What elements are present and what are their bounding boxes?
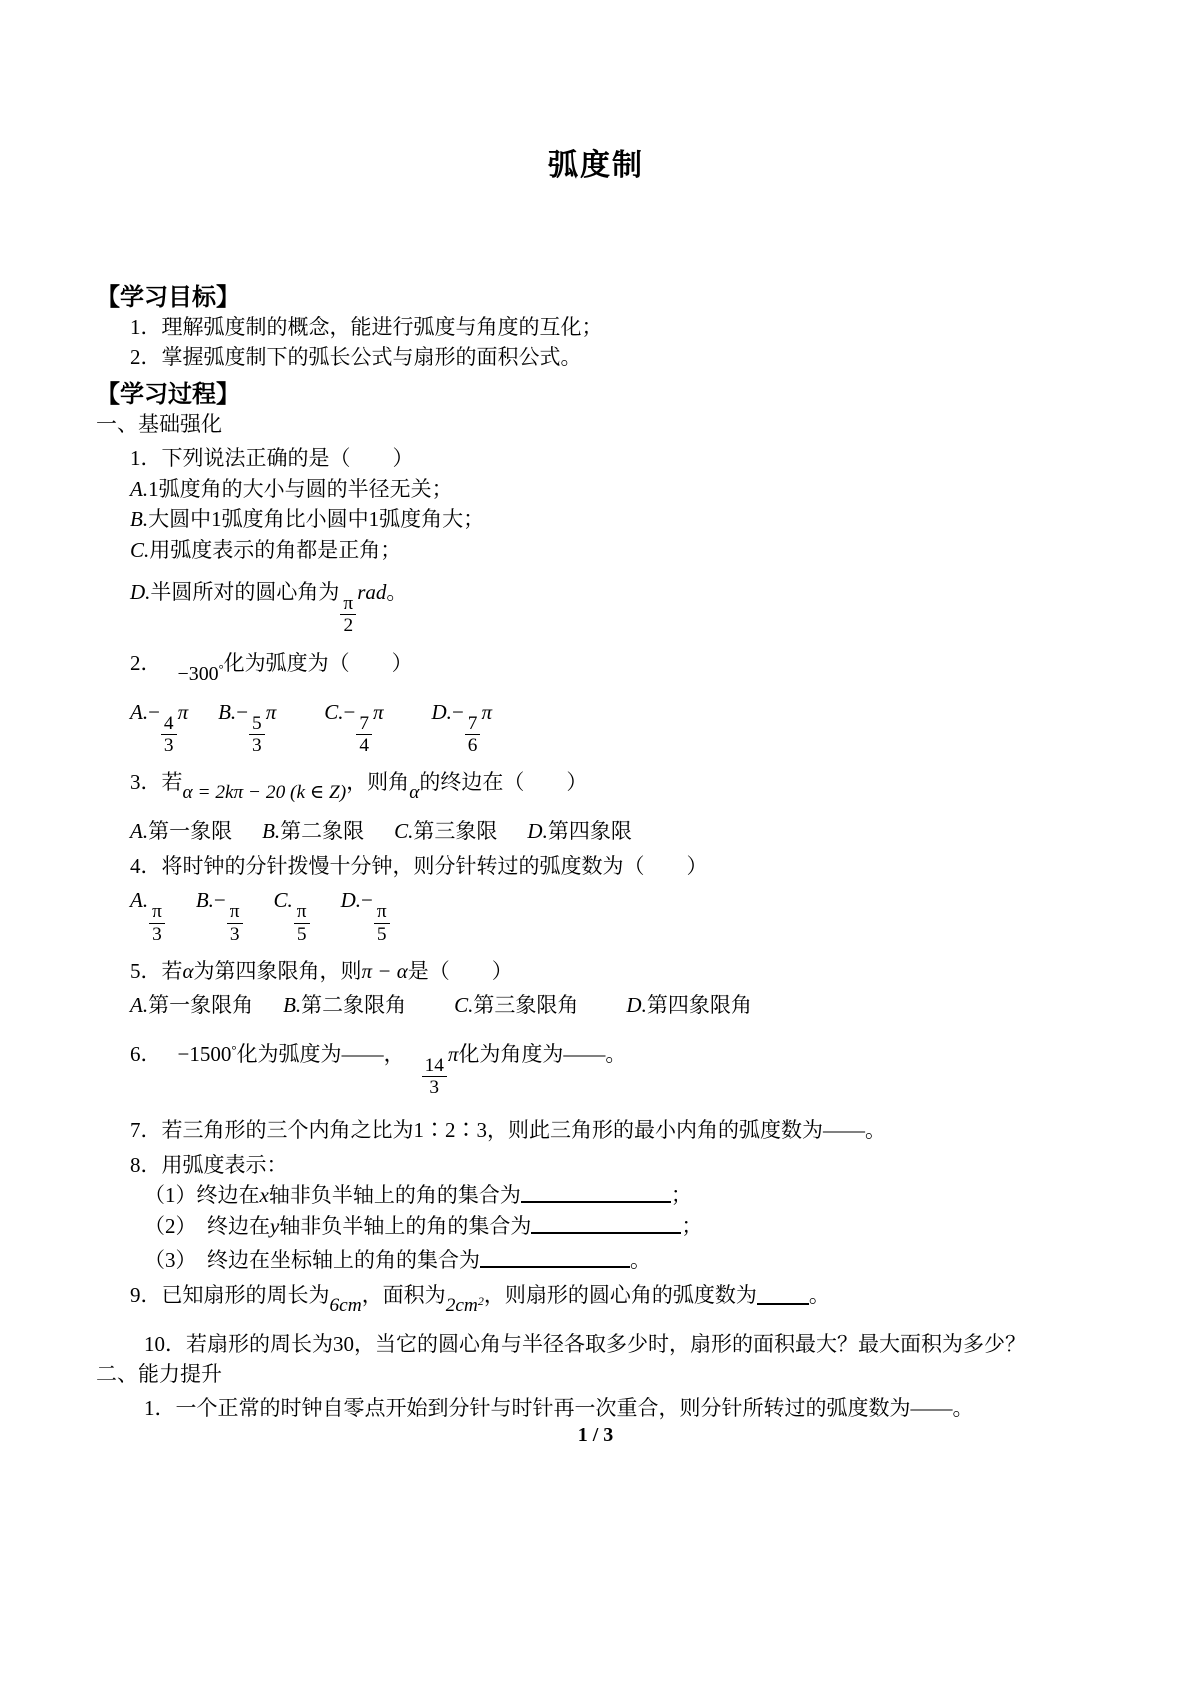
fraction-numerator: 7 [465, 714, 481, 735]
option-label: D. [626, 993, 647, 1018]
option-text: 半圆所对的圆心角为 [150, 580, 340, 605]
question-7 [130, 1115, 1096, 1145]
question-6 [130, 1039, 1096, 1098]
option-label: D. [340, 888, 361, 913]
fraction-numerator: π [294, 902, 310, 923]
question-8-item-3 [144, 1245, 1096, 1275]
question-4-options [130, 885, 1096, 944]
fraction [374, 902, 390, 944]
part2-question-1-end: 。 [952, 1396, 974, 1421]
fraction-numerator: 4 [161, 714, 177, 735]
item-end: ； [670, 1183, 692, 1208]
option-label: A. [130, 993, 149, 1018]
pi-symbol: π [177, 699, 189, 724]
part2-question-1 [144, 1393, 1096, 1423]
fraction-denominator: 4 [359, 734, 369, 756]
fraction-denominator: 2 [343, 615, 354, 637]
pi-symbol: π [447, 1041, 459, 1066]
question-3-expression: α = 2kπ − 20 (k ∈ Z) [182, 782, 347, 804]
ratio-value: 1∶2∶3 [413, 1118, 487, 1143]
option-label: A. [130, 819, 149, 844]
question-10-post: ，当它的圆心角与半径各取多少时，扇形的面积最大？最大面积为多少？ [354, 1331, 1026, 1356]
option-label: A. [130, 476, 149, 501]
option-text: 第二象限角 [301, 993, 407, 1018]
option-text: 第一象限角 [148, 993, 254, 1018]
option-text: 1弧度角的大小与圆的半径无关； [148, 476, 453, 501]
fraction-denominator: 5 [296, 923, 307, 945]
question-5-mid: 为第四象限角，则 [193, 958, 362, 983]
subsection-heading-part2: 二、能力提升 [96, 1361, 222, 1386]
answer-blank[interactable]: —— [341, 1041, 384, 1066]
value-text: −1500 [177, 1041, 232, 1066]
fraction [249, 714, 265, 756]
item-label: （1） [144, 1183, 197, 1208]
pi-symbol: π [265, 699, 277, 724]
question-4-stem: 4．将时钟的分针拨慢十分钟，则分针转过的弧度数为（ ） [130, 853, 708, 878]
question-3-options [130, 816, 1096, 846]
option-sign: − [236, 699, 249, 724]
page-number: 1 / 3 [577, 1424, 614, 1446]
option-label: A. [130, 699, 149, 724]
section-heading-goals: 【学习目标】 [96, 282, 240, 311]
option-sign: − [451, 699, 464, 724]
pi-symbol: π [372, 699, 384, 724]
fraction [149, 902, 165, 944]
option-label: B. [262, 819, 281, 844]
pi-symbol: π [481, 699, 492, 724]
fraction-numerator: 14 [422, 1056, 447, 1077]
item-pre: 终边在坐标轴上的角的集合为 [186, 1248, 480, 1273]
item-label: （2） [144, 1213, 186, 1238]
option-text: 第二象限 [280, 819, 365, 844]
option-label: C. [130, 537, 150, 562]
option-label: D. [527, 819, 548, 844]
option-label: C. [454, 993, 474, 1018]
question-number: 6． [130, 1041, 162, 1066]
option-label: C. [324, 699, 344, 724]
question-number: 2． [130, 650, 162, 675]
option-sign: − [343, 699, 356, 724]
option-sign: − [360, 888, 373, 913]
goal-item-1: 1．理解弧度制的概念，能进行弧度与角度的互化； [130, 315, 603, 339]
question-number: 5．若 [130, 958, 183, 983]
fraction-denominator: 3 [252, 734, 262, 756]
fraction [465, 714, 481, 756]
question-7-mid: ，则此三角形的最小内角的弧度数为 [487, 1118, 823, 1143]
value-text: 2cm [445, 1294, 478, 1316]
fraction-numerator: π [149, 902, 165, 923]
fraction-numerator: 7 [356, 714, 372, 735]
option-sign: − [213, 888, 226, 913]
fraction-numerator: π [340, 594, 356, 615]
item-pre: 终边在 [186, 1213, 270, 1238]
answer-blank[interactable] [531, 1216, 681, 1234]
question-9-mid: ，面积为 [361, 1282, 446, 1307]
fraction [294, 902, 310, 944]
question-8-stem: 8．用弧度表示： [130, 1152, 288, 1177]
question-number: 3．若 [130, 770, 183, 795]
option-label: D. [130, 580, 151, 605]
answer-blank[interactable]: —— [563, 1041, 606, 1066]
fraction-denominator: 5 [376, 923, 387, 945]
option-label: B. [195, 888, 214, 913]
degree-symbol: ° [231, 1041, 237, 1057]
answer-blank[interactable] [757, 1287, 809, 1304]
question-6-comma: ， [383, 1041, 405, 1066]
exponent: 2 [477, 1293, 484, 1308]
fraction-14-over-3 [422, 1056, 447, 1098]
fraction-numerator: 5 [249, 714, 265, 735]
question-2-options [130, 697, 1096, 756]
fraction-denominator: 3 [229, 923, 240, 945]
option-text: 第三象限 [413, 819, 498, 844]
subsection-heading-part1: 一、基础强化 [96, 411, 222, 436]
option-label: B. [130, 507, 149, 532]
degree-symbol: ° [218, 661, 224, 676]
goal-item-2: 2．掌握弧度制下的弧长公式与扇形的面积公式。 [130, 345, 582, 370]
question-3-rest: 的终边在（ ） [419, 770, 588, 795]
unit-rad: rad [357, 580, 387, 605]
question-6-end: 。 [605, 1041, 627, 1066]
question-1-option-d [130, 577, 1096, 636]
question-5-rest: 是（ ） [407, 958, 513, 983]
question-3-stem [130, 767, 1096, 804]
question-10 [144, 1329, 1096, 1359]
option-end: 。 [386, 580, 408, 605]
fraction-numerator: π [227, 902, 243, 923]
answer-blank[interactable]: —— [823, 1118, 865, 1143]
perimeter-value: 30 [333, 1331, 354, 1356]
value-text: −300 [177, 662, 219, 685]
question-5-options [130, 990, 1096, 1020]
section-heading-process: 【学习过程】 [96, 378, 240, 408]
alpha-symbol: α [182, 958, 194, 983]
option-text: 第一象限 [148, 819, 233, 844]
answer-blank[interactable] [521, 1185, 671, 1203]
question-7-end: 。 [865, 1118, 886, 1143]
question-6-mid2: 化为角度为 [458, 1041, 564, 1066]
option-sign: − [148, 699, 160, 724]
option-label: B. [283, 993, 302, 1018]
item-pre: 终边在 [196, 1183, 260, 1208]
option-text: 大圆中1弧度角比小圆中1弧度角大； [148, 507, 485, 532]
option-label: A. [130, 888, 149, 913]
question-5-expression: π − α [361, 958, 408, 983]
alpha-symbol: α [409, 782, 420, 804]
question-6-mid1: 化为弧度为 [236, 1041, 342, 1066]
part2-question-1-text: 1．一个正常的时钟自零点开始到分针与时针再一次重合，则分针所转过的弧度数为 [144, 1396, 911, 1421]
question-7-pre: 7．若三角形的三个内角之比为 [130, 1118, 414, 1143]
fraction [356, 714, 372, 756]
document-body [96, 0, 1096, 1424]
perimeter-value: 6cm [329, 1294, 362, 1316]
option-label: C. [273, 888, 293, 913]
answer-blank[interactable] [480, 1250, 630, 1268]
fraction-denominator: 3 [163, 734, 174, 756]
item-post: 轴非负半轴上的角的集合为 [268, 1183, 521, 1208]
question-1-option-b [130, 504, 1096, 534]
question-2-stem-rest: 化为弧度为（ ） [223, 650, 413, 675]
item-end: ； [681, 1213, 703, 1238]
question-9-end: 。 [808, 1282, 830, 1307]
question-9-post: ，则扇形的圆心角的弧度数为 [483, 1282, 757, 1307]
fraction [161, 714, 177, 756]
fraction-denominator: 3 [429, 1077, 440, 1099]
question-1-option-a [130, 474, 1096, 504]
fraction [227, 902, 243, 944]
option-text: 用弧度表示的角都是正角； [149, 537, 402, 562]
option-text: 第四象限角 [646, 993, 752, 1018]
option-label: B. [218, 699, 237, 724]
question-2-value [178, 660, 224, 689]
option-label: C. [394, 819, 414, 844]
question-3-mid: ，则角 [346, 770, 410, 795]
option-text: 第四象限 [547, 819, 632, 844]
question-10-pre: 10．若扇形的周长为 [144, 1331, 333, 1356]
item-label: （3） [144, 1248, 186, 1273]
option-label: D. [431, 699, 452, 724]
question-2-stem [130, 648, 1096, 685]
item-post: 轴非负半轴上的角的集合为 [279, 1213, 532, 1238]
fraction-numerator: π [374, 902, 390, 923]
axis-variable: x [259, 1183, 269, 1208]
question-1-stem: 1．下列说法正确的是（ ） [130, 446, 414, 471]
item-end: 。 [630, 1248, 651, 1273]
option-text: 第三象限角 [473, 993, 579, 1018]
answer-blank[interactable]: —— [910, 1396, 953, 1421]
axis-variable: y [270, 1213, 280, 1238]
question-9 [130, 1280, 1096, 1316]
fraction-denominator: 6 [467, 734, 478, 756]
question-8-item-2 [144, 1211, 1096, 1241]
question-8-item-1 [144, 1180, 1096, 1210]
page-title: 弧度制 [548, 148, 644, 183]
question-1-option-c [130, 535, 1096, 565]
fraction-pi-over-2 [340, 594, 356, 636]
question-6-value [178, 1042, 237, 1066]
fraction-denominator: 3 [152, 923, 162, 945]
question-5-stem [130, 956, 1096, 986]
question-9-pre: 9．已知扇形的周长为 [130, 1282, 330, 1307]
area-value [446, 1292, 484, 1320]
